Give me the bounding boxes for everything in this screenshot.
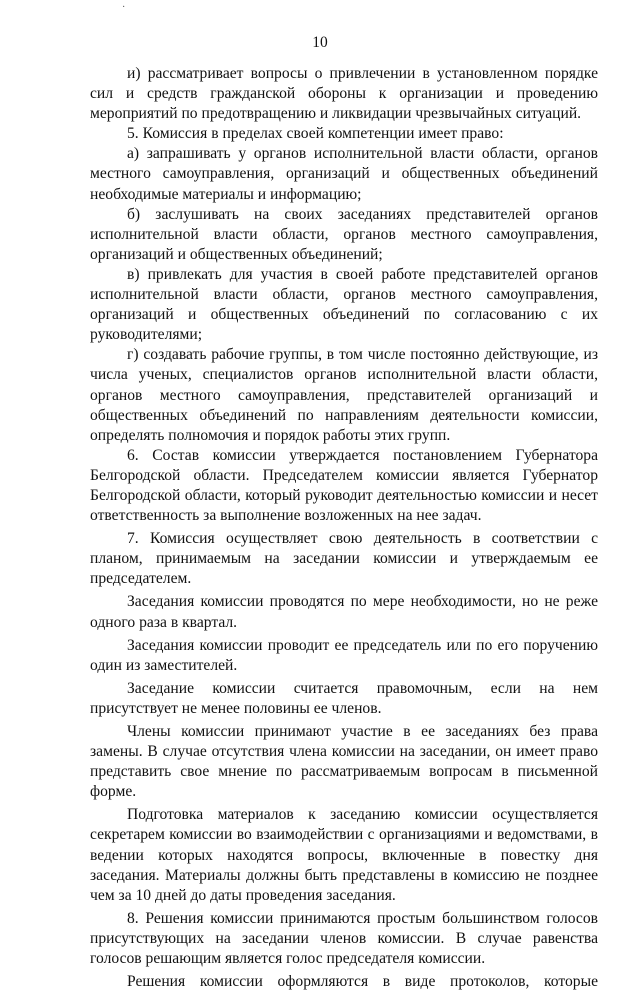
paragraph-item-i: и) рассматривает вопросы о привлечении в установленном порядке сил и средств гражданской обороны к организации и проведению мероприятий по предотвращению и ликвидации чрезвычайных ситуаций. — [90, 65, 598, 123]
paragraph-meetings-frequency: Заседания комиссии проводятся по мере необходимости, но не реже одного раза в квартал. — [90, 593, 598, 631]
paragraph-section-7: 7. Комиссия осуществляет свою деятельность в соответствии с планом, принимаемым на заседании комиссии и утверждаемым ее председателем. — [90, 530, 598, 588]
paragraph-section-5: 5. Комиссия в пределах своей компетенции имеет право: — [127, 125, 504, 143]
paragraph-meetings-chair: Заседания комиссии проводит ее председатель или по его поручению один из заместителей. — [90, 636, 598, 674]
paragraph-members: Члены комиссии принимают участие в ее заседаниях без права замены. В случае отсутствия члена комиссии на заседании, он имеет право представить свое мнение по рассматриваемым вопросам в письменной форме. — [90, 723, 598, 801]
paragraph-item-b: б) заслушивать на своих заседаниях представителей органов исполнительной власти области, органов местного самоуправления, организаций и общественных объединений; — [90, 205, 598, 263]
paragraph-item-a: а) запрашивать у органов исполнительной власти области, органов местного самоуправления, организаций и общественных объединений необходимые материалы и информацию; — [90, 145, 598, 203]
paragraph-item-v: в) привлекать для участия в своей работе представителей органов исполнительной власти области, органов местного самоуправления, организаций и общественных объединений по согласованию с их руководителями; — [90, 265, 598, 344]
page-number: 10 — [312, 34, 328, 51]
corner-mark: · — [122, 2, 126, 13]
paragraph-decisions: Решения комиссии оформляются в виде протоколов, которые — [127, 973, 598, 991]
paragraph-preparation: Подготовка материалов к заседанию комиссии осуществляется секретарем комиссии во взаимодействии с организациями и ведомствами, в ведении которых находятся вопросы, включенные в повестку дня заседания. Материалы должны быть представлены в комиссию не позднее чем за 10 дней до даты проведения заседания. — [90, 806, 598, 904]
paragraph-section-8: 8. Решения комиссии принимаются простым большинством голосов присутствующих на заседании членов комиссии. В случае равенства голосов решающим является голос председателя комиссии. — [90, 909, 598, 968]
paragraph-section-6: 6. Состав комиссии утверждается постановлением Губернатора Белгородской области. Председателем комиссии является Губернатор Белгородской области, который руководит деятельностью комиссии и несет ответственность за выполнение возложенных на нее задач. — [90, 446, 598, 525]
paragraph-quorum: Заседание комиссии считается правомочным, если на нем присутствует не менее половины ее членов. — [90, 679, 598, 717]
body-text — [90, 64, 598, 992]
paragraph-item-g: г) создавать рабочие группы, в том числе постоянно действующие, из числа ученых, специалистов органов исполнительной власти области, органов местного самоуправления, представителей организаций и общественных объединений по направлениям деятельности комиссии, определять полномочия и порядок работы этих групп. — [90, 346, 598, 444]
